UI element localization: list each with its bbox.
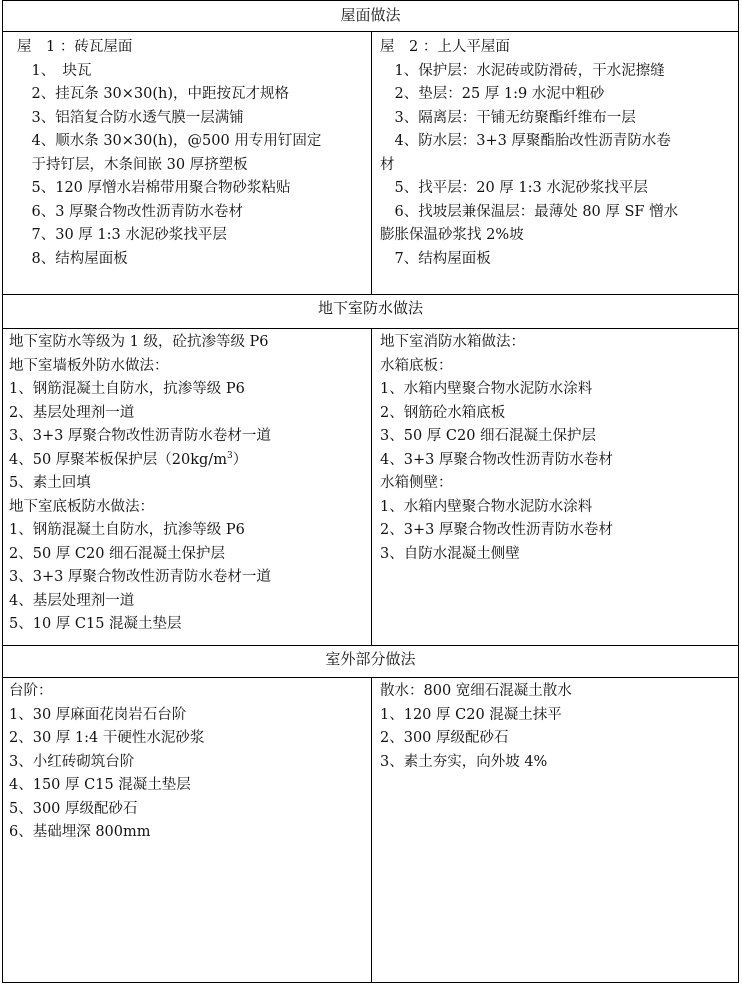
spec-line: 6、3 厚聚合物改性沥青防水卷材 (17, 203, 244, 220)
spec-line: 3、3+3 厚聚合物改性沥青防水卷材一道 (9, 569, 271, 585)
fire-water-tank-spec (380, 331, 613, 566)
spec-line: 5、120 厚憎水岩棉带用聚合物砂浆粘贴 (17, 180, 291, 196)
spec-line: 地下室消防水箱做法： (380, 334, 525, 350)
spec-line: 8、结构屋面板 (17, 250, 128, 267)
spec-line: 2、基层处理剂一道 (9, 404, 135, 421)
spec-line: 2、垫层：25 厚 1:9 水泥中粗砂 (380, 86, 605, 102)
spec-line: 6、找坡层兼保温层：最薄处 80 厚 SF 憎水 (380, 203, 679, 220)
section-title-exterior: 室外部分做法 (325, 650, 416, 668)
column-divider (371, 31, 372, 294)
spec-line: 屋 2 ：上人平屋面 (380, 39, 510, 55)
spec-line: 6、基础埋深 800mm (9, 824, 151, 840)
spec-line-text: ） (232, 451, 248, 468)
spec-line: 水箱底板： (380, 357, 453, 374)
spec-line: 2、30 厚 1:4 干硬性水泥砂浆 (9, 730, 205, 746)
spec-line: 1、120 厚 C20 混凝土抹平 (380, 706, 562, 723)
spec-line: 4、基层处理剂一道 (9, 592, 135, 609)
spec-line: 地下室防水等级为 1 级，砼抗渗等级 P6 (9, 334, 269, 350)
spec-line: 3、铝箔复合防水透气膜一层满铺 (17, 109, 244, 126)
spec-line: 膨胀保温砂浆找 2%坡 (380, 227, 524, 243)
spec-line: 2、3+3 厚聚合物改性沥青防水卷材 (380, 522, 613, 538)
spec-line: 2、50 厚 C20 细石混凝土保护层 (9, 545, 226, 562)
spec-line: 3、自防水混凝土侧壁 (380, 545, 520, 562)
spec-line: 2、挂瓦条 30×30(h)，中距按瓦才规格 (17, 86, 290, 102)
spec-line: 4、150 厚 C15 混凝土垫层 (9, 777, 191, 793)
spec-line: 1、保护层：水泥砖或防滑砖，干水泥擦缝 (380, 62, 665, 79)
spec-line: 3、素土夯实，向外坡 4% (380, 753, 548, 770)
roof-type-1-spec (17, 36, 321, 271)
superscript: 3 (226, 450, 233, 461)
spec-line: 7、结构屋面板 (380, 250, 491, 267)
construction-spec-table (2, 0, 739, 983)
spec-line: 4、防水层：3+3 厚聚酯胎改性沥青防水卷 (380, 133, 671, 149)
section-title-roof: 屋面做法 (340, 6, 401, 24)
spec-line: 4、3+3 厚聚合物改性沥青防水卷材 (380, 451, 613, 468)
roof-type-2-spec (380, 36, 678, 271)
exterior-steps-spec (9, 680, 204, 845)
spec-line: 1、水箱内壁聚合物水泥防水涂料 (380, 381, 593, 397)
divider (3, 294, 738, 295)
spec-line: 1、30 厚麻面花岗岩石台阶 (9, 706, 187, 723)
divider (3, 645, 738, 646)
spec-line: 7、30 厚 1:3 水泥砂浆找平层 (17, 227, 227, 243)
spec-line: 5、素土回填 (9, 475, 91, 491)
spec-line: 材 (380, 156, 395, 173)
section-title-basement: 地下室防水做法 (317, 299, 423, 317)
spec-line: 2、300 厚级配砂石 (380, 730, 509, 746)
spec-line: 3、小红砖砌筑台阶 (9, 753, 135, 770)
spec-line: 1、 块瓦 (17, 62, 92, 79)
spec-line: 4、顺水条 30×30(h)，@500 用专用钉固定 (17, 133, 322, 149)
spec-line: 2、钢筋砼水箱底板 (380, 404, 506, 421)
spec-line: 地下室墙板外防水做法： (9, 357, 169, 374)
spec-line: 1、钢筋混凝土自防水，抗渗等级 P6 (9, 381, 245, 397)
column-divider (371, 677, 372, 983)
spec-line: 屋 1 ：砖瓦屋面 (17, 39, 133, 55)
spec-line: 3、50 厚 C20 细石混凝土保护层 (380, 428, 597, 444)
spec-line: 散水：800 宽细石混凝土散水 (380, 683, 572, 699)
spec-line: 5、找平层：20 厚 1:3 水泥砂浆找平层 (380, 180, 648, 196)
spec-line: 于持钉层，木条间嵌 30 厚挤塑板 (17, 156, 248, 173)
spec-line: 3、隔离层：干铺无纺聚酯纤维布一层 (380, 109, 636, 126)
spec-line (9, 449, 271, 473)
spec-line: 5、300 厚级配砂石 (9, 800, 138, 817)
spec-line: 1、钢筋混凝土自防水，抗渗等级 P6 (9, 522, 245, 538)
spec-line-text: 4、50 厚聚苯板保护层（20kg/m (9, 451, 227, 468)
spec-line: 5、10 厚 C15 混凝土垫层 (9, 616, 182, 632)
spec-line: 3、3+3 厚聚合物改性沥青防水卷材一道 (9, 428, 271, 444)
basement-waterproofing-spec (9, 331, 271, 637)
spec-line: 水箱侧壁： (380, 475, 453, 491)
column-divider (371, 328, 372, 645)
spec-line: 台阶： (9, 683, 53, 699)
spec-line: 地下室底板防水做法： (9, 498, 154, 515)
exterior-apron-spec (380, 680, 572, 774)
spec-line: 1、水箱内壁聚合物水泥防水涂料 (380, 498, 593, 515)
